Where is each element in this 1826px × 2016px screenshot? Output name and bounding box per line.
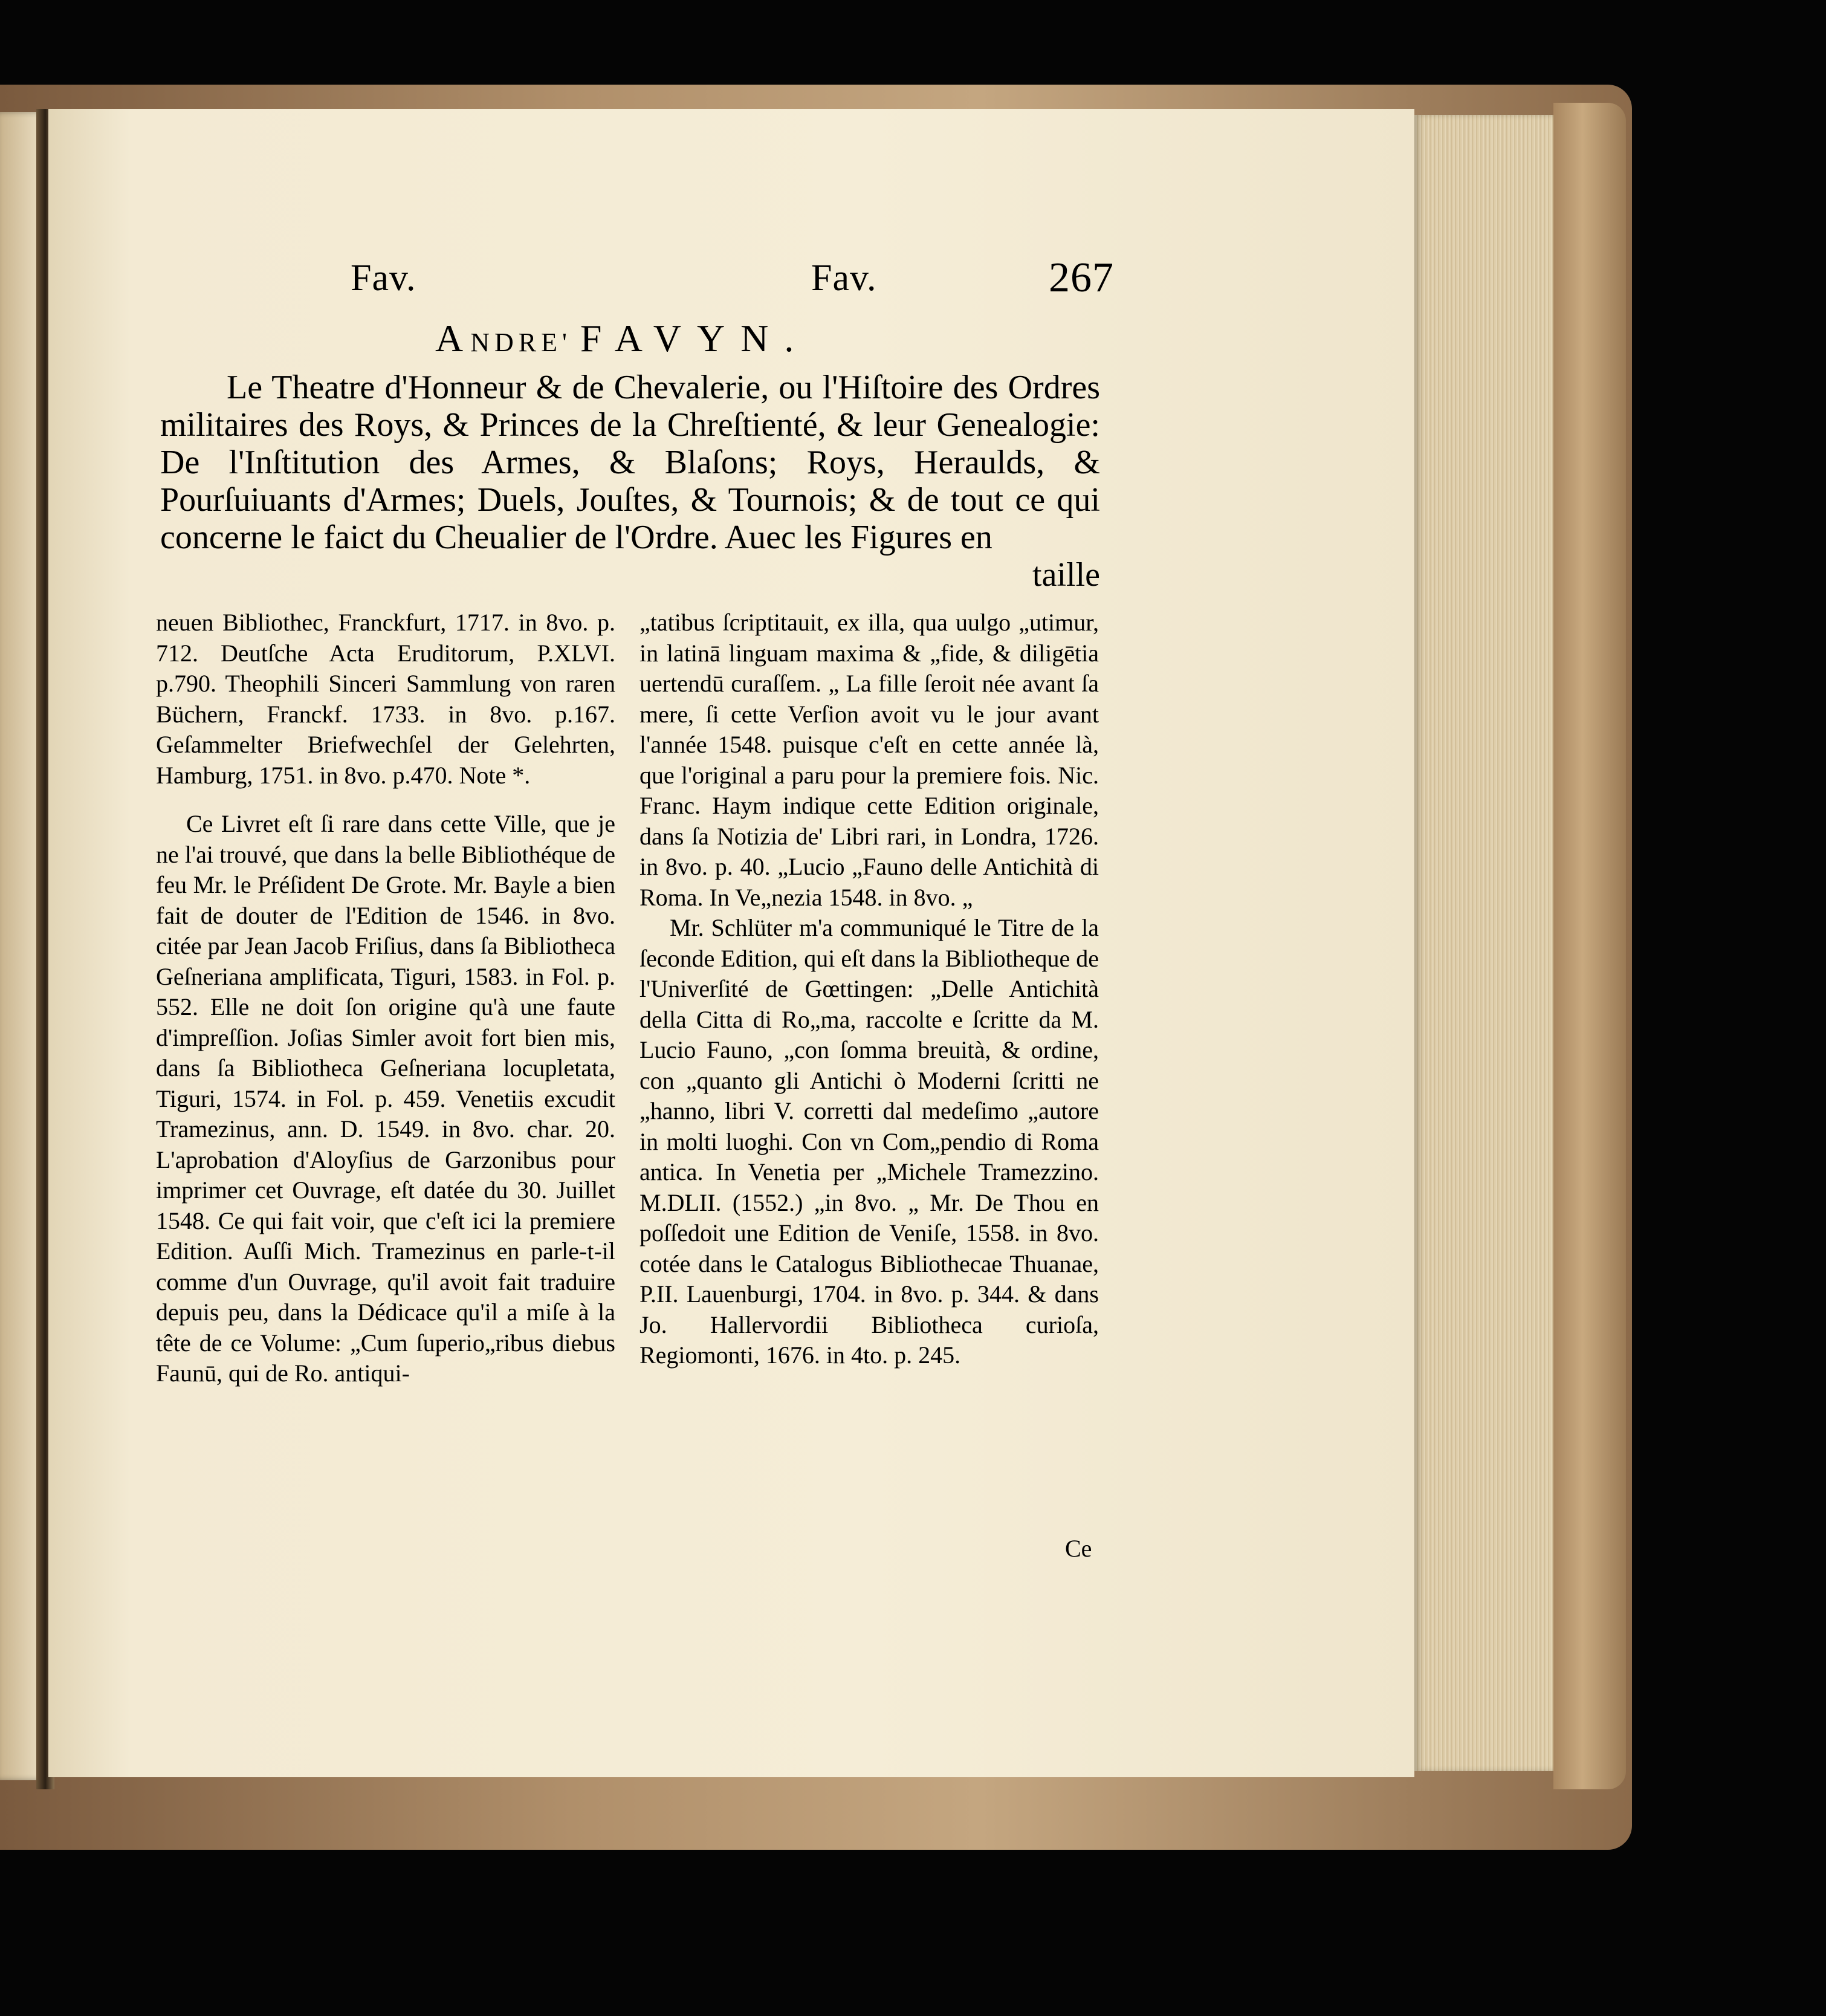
catchword: Ce — [1065, 1535, 1092, 1562]
author-first-name: NDRE' — [470, 328, 572, 357]
author-heading — [435, 314, 809, 367]
left-column — [156, 608, 615, 1389]
right-paragraph-2: Mr. Schlüter m'a communiqué le Titre de la ſeconde Edition, qui eſt dans la Bibliotheque de l'Univerſité de Gœttingen: „Delle Antichità della Citta di Ro„ma, raccolte e ſcritte da M. Lucio Fauno, „con ſomma breuità, & ordine, con „quanto gli Antichi ò Moderni ſcritti ne „hanno, libri V. corretti dal medeſimo „autore in molti luoghi. Con vn Com„pendio di Roma antica. In Venetia per „Michele Tramezzino. M.DLII. (1552.) „in 8vo. „ Mr. De Thou en poſſedoit une Edition de Veniſe, 1558. in 8vo. cotée dans le Catalogus Bibliothecae Thuanae, P.II. Lauenburgi, 1704. in 8vo. p. 344. & dans Jo. Hallervordii Bibliotheca curioſa, Regiomonti, 1676. in 4to. p. 245. — [639, 914, 1099, 1369]
left-paragraph-1: neuen Bibliothec, Franckfurt, 1717. in 8vo. p. 712. Deutſche Acta Eruditorum, P.XLVI. p.790. Theophili Sinceri Sammlung von raren Büchern, Franckf. 1733. in 8vo. p.167. Geſammelter Briefwechſel der Gelehrten, Hamburg, 1751. in 8vo. p.470. Note *. — [156, 609, 615, 789]
page-number: 267 — [1049, 254, 1114, 301]
author-initial: A — [435, 317, 471, 360]
book-title-entry — [160, 369, 1100, 594]
page-block-edge — [1414, 115, 1553, 1771]
right-paragraph-1: „tatibus ſcriptitauit, ex illa, qua uulgo „utimur, in latinā linguam maxima & „fide, & diligētia uertendū curaſſem. „ La fille ſeroit née avant ſa mere, ſi cette Verſion avoit vu le jour avant l'année 1548. puisque c'eſt en cette année là, que l'original a paru pour la premiere fois. Nic. Franc. Haym indique cette Edition originale, dans ſa Notizia de' Libri rari, in Londra, 1726. in 8vo. p. 40. „Lucio „Fauno delle Antichità di Roma. In Ve„nezia 1548. in 8vo. „ — [639, 609, 1099, 911]
cover-edge — [1553, 103, 1626, 1789]
title-end: taille — [1032, 556, 1100, 594]
running-head-center: Fav. — [811, 258, 877, 299]
right-column — [639, 608, 1099, 1371]
left-paragraph-2: Ce Livret eſt ſi rare dans cette Ville, que je ne l'ai trouvé, que dans la belle Bibliothéque de feu Mr. le Préſident De Grote. Mr. Bayle a bien fait de douter de l'Edition de 1546. in 8vo. citée par Jean Jacob Friſius, dans ſa Bibliotheca Geſneriana amplificata, Tiguri, 1583. in Fol. p. 552. Elle ne doit ſon origine qu'à une faute d'impreſſion. Joſias Simler avoit fort bien mis, dans ſa Bibliotheca Geſneriana locupletata, Tiguri, 1574. in Fol. p. 459. Venetiis excudit Tramezinus, ann. D. 1549. in 8vo. char. 20. L'aprobation d'Aloyſius de Garzonibus pour imprimer cet Ouvrage, eſt datée du 30. Juillet 1548. Ce qui fait voir, que c'eſt ici la premiere Edition. Auſſi Mich. Tramezinus en parle-t-il comme d'un Ouvrage, qu'il avoit fait traduire depuis peu, dans la Dédicace qu'il a miſe à la tête de ce Volume: „Cum ſuperio„ribus diebus Faunū, qui de Ro. antiqui- — [156, 810, 615, 1387]
title-text: Le Theatre d'Honneur & de Chevalerie, ou l'Hiſtoire des Ordres militaires des Roys, & Princes de la Chreſtienté, & leur Genealogie: De l'Inſtitution des Armes, & Blaſons; Roys, Heraulds, & Pourſuiuants d'Armes; Duels, Jouſtes, & Tournois; & de tout ce qui concerne le faict du Cheualier de l'Ordre. Auec les Figures en — [160, 369, 1100, 556]
author-last-name: FAVYN. — [580, 317, 810, 360]
running-head-left: Fav. — [351, 258, 416, 299]
